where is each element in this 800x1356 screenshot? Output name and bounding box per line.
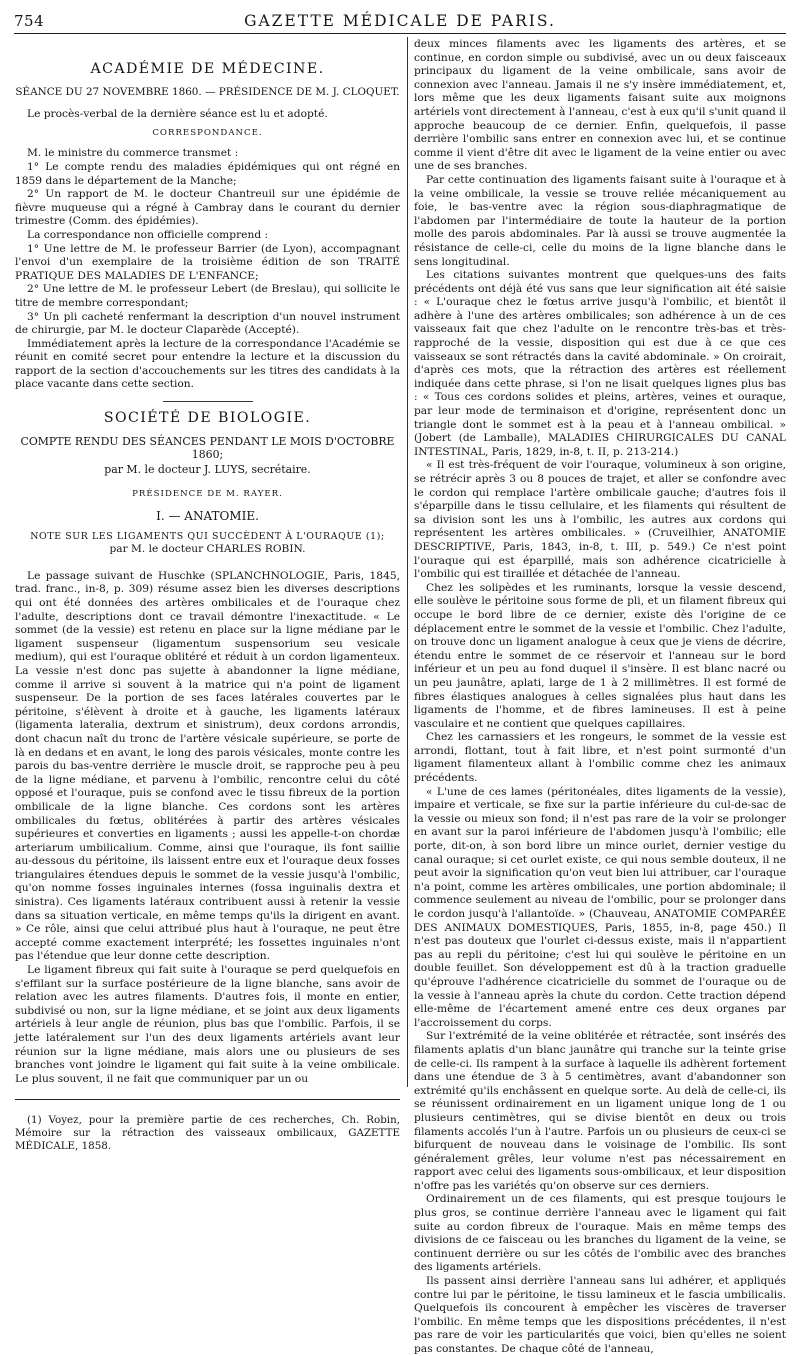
paragraph: Chez les solipèdes et les ruminants, lorsque la vessie descend, elle soulève le péritoine sous forme de pli, et un filament fibreux qui occupe le bord libre de ce dernier, existe dès l'origine de ce déplacement entre le sommet de la vessie et l'ombilic. Chez l'adulte, on trouve donc un ligament analogue à ceux que je viens de décrire, étendu entre le sommet de ce réservoir et l'anneau sur le bord inférieur et un peu au fond duquel il s'insère. Il est blanc nacré ou un peu jaunâtre, aplati, large de 1 à 2 millimètres. Il est formé de fibres élastiques analogues à celles signalées plus haut dans les ligaments de l'homme, et de fibres lamineuses. Il est à peine vasculaire et ne contient que quelques capillaires.: [414, 580, 786, 730]
session-line: SÉANCE DU 27 NOVEMBRE 1860. — PRÉSIDENCE DE M. J. CLOQUET.: [15, 85, 400, 98]
compte-rendu-line: COMPTE RENDU DES SÉANCES PENDANT LE MOIS D'OCTOBRE 1860;: [20, 434, 395, 462]
paragraph: Immédiatement après la lecture de la correspondance l'Académie se réunit en comité secret pour entendre la lecture et la discussion du rapport de la section d'accouchements sur les titres des candidats à la place vacante dans cette section.: [15, 336, 400, 391]
paragraph: 1° Le compte rendu des maladies épidémiques qui ont régné en 1859 dans le département de la Manche;: [15, 159, 400, 187]
header-rule: [14, 33, 786, 34]
note-author: par M. le docteur CHARLES ROBIN.: [109, 543, 306, 556]
presidence-line: PRÉSIDENCE DE M. RAYER.: [132, 489, 283, 500]
paragraph: La correspondance non officielle comprend :: [27, 227, 269, 241]
society-title: SOCIÉTÉ DE BIOLOGIE.: [103, 410, 312, 427]
paragraph: Sur l'extrémité de la veine oblitérée et rétractée, sont insérés des filaments aplatis d'un blanc jaunâtre qui tranche sur la teinte grise de celle-ci. Ils rampent à la surface à laquelle ils adhèrent fortement dans une étendue de 3 à 5 centimètres, avant d'abandonner son extrémité qu'ils enchâssent en quelque sorte. Au delà de celle-ci, ils se réunissent ordinairement en un ligament unique long de 1 ou plusieurs centimètres, qui se divise bientôt en deux ou trois filaments accolés l'un à l'autre. Parfois un ou plusieurs de ceux-ci se bifurquent de nouveau dans le voisinage de l'ombilic. Ils sont généralement grêles, leur volume n'est pas nécessairement en rapport avec celui des ligaments sous-ombilicaux, et leur disposition n'offre pas les variétés qu'on observe sur ces derniers.: [414, 1029, 786, 1192]
paragraph: Ils passent ainsi derrière l'anneau sans lui adhérer, et appliqués contre lui par le péritoine, le tissu lamineux et le fascia umbilicalis. Quelquefois ils concourent à empêcher les viscères de traverser l'ombilic. En même temps que les dispositions précédentes, il n'est pas rare de voir les particularités que voici, bien qu'elles ne soient pas constantes. De chaque côté de l'anneau,: [414, 1274, 786, 1355]
paragraph: Les citations suivantes montrent que quelques-uns des faits précédents ont déjà été vus sans que leur signification ait été saisie : « L'ouraque chez le fœtus arrive jusqu'à l'ombilic, et bientôt il adhère à l'une des artères ombilicales; son adhérence à un de ces vaisseaux fait que chez l'adulte on le rencontre très-bas et très-rapproché de la vessie, disposition qui est due à ce que ces vaisseaux se sont rétractés dans la cavité abdominale. » On croirait, d'après ces mots, que la rétraction des artères est réellement indiquée dans cette phrase, si l'on ne lisait quelques lignes plus bas : « Tous ces cordons solides et pleins, artères, veines et ouraque, par leur mode de terminaison et d'origine, représentent donc un triangle dont le sommet est à la peau et à l'anneau ombilical. » (Jobert (de Lamballe), MALADIES CHIRURGICALES DU CANAL INTESTINAL, Paris, 1829, in-8, t. II, p. 213-214.): [414, 268, 786, 458]
footnote: [15, 1114, 400, 1153]
paragraph: 3° Un pli cacheté renfermant la description d'un nouvel instrument de chirurgie, par M. le docteur Claparède (Accepté).: [15, 309, 400, 337]
paragraph: Ordinairement un de ces filaments, qui est presque toujours le plus gros, se continue derrière l'anneau avec le ligament qui fait suite au cordon fibreux de l'ouraque. Mais en même temps des divisions de ce faisceau ou les branches du ligament de la veine, se continuent derrière ou sur les côtés de l'ombilic avec des branches des ligaments artériels.: [414, 1192, 786, 1274]
paragraph: 2° Une lettre de M. le professeur Lebert (de Breslau), qui sollicite le titre de membre correspondant;: [15, 282, 400, 309]
secretary-line: par M. le docteur J. LUYS, secrétaire.: [104, 462, 311, 476]
page-header: [14, 12, 786, 32]
paragraph: deux minces filaments avec les ligaments des artères, et se continue, en cordon simple ou subdivisé, avec un ou deux faisceaux principaux du ligament de la veine ombilicale, sans avoir de connexion avec l'anneau. Jamais il ne s'y insère immédiatement, et, lors même que les deux ligaments faisant suite aux moignons artériels vont directement à l'anneau, c'est à eux qu'il s'unit quand il approche beaucoup de ce dernier. Enfin, quelquefois, il passe derrière l'ombilic sans entrer en connexion avec lui, et se continue comme il vient d'être dit avec le ligament de la veine entier ou avec une de ses branches.: [414, 37, 786, 173]
academy-title: ACADÉMIE DE MÉDECINE.: [90, 61, 325, 77]
paragraph: 1° Une lettre de M. le professeur Barrier (de Lyon), accompagnant l'envoi d'un exemplaire de la troisième édition de son TRAITÉ PRATIQUE DES MALADIES DE L'ENFANCE;: [15, 241, 400, 282]
left-column: [15, 37, 400, 1153]
paragraph: Chez les carnassiers et les rongeurs, le sommet de la vessie est arrondi, flottant, tout à fait libre, et n'est point surmonté d'un ligament filamenteux allant à l'ombilic comme chez les animaux précédents.: [414, 730, 786, 785]
footnote-text: (1) Voyez, pour la première partie de ces recherches, Ch. Robin, Mémoire sur la rétraction des vaisseaux ombilicaux, GAZETTE MÉDICALE, 1858.: [15, 1114, 400, 1153]
column-divider: [407, 37, 408, 1087]
paragraph: M. le ministre du commerce transmet :: [27, 146, 239, 160]
paragraph: 2° Un rapport de M. le docteur Chantreuil sur une épidémie de fièvre muqueuse qui a régné à Cambray dans le courant du dernier trimestre (Comm. des épidémies).: [15, 187, 400, 228]
paragraph: « L'une de ces lames (péritonéales, dites ligaments de la vessie), impaire et verticale, se fixe sur la partie inférieure du cul-de-sac de la vessie ou mieux son fond; il n'est pas rare de la voir se prolonger en avant sur la paroi inférieure de l'abdomen jusqu'à l'ombilic; elle porte, dit-on, à son bord libre un mince ourlet, dernier vestige du canal ouraque; si cet ourlet existe, ce qui nous semble douteux, il ne peut avoir la signification qu'on veut bien lui attribuer, car l'ouraque n'a point, comme les artères ombilicales, une portion abdominale; il commence seulement au niveau de l'ombilic, pour se prolonger dans le cordon jusqu'à l'allantoïde. » (Chauveau, ANATOMIE COMPARÉE DES ANIMAUX DOMESTIQUES, Paris, 1855, in-8, page 450.) Il n'est pas douteux que l'ourlet ci-dessus existe, mais il n'appartient pas au repli du péritoine; c'est lui qui soulève le péritoine en un double feuillet. Son développement est dû à la traction graduelle qu'éprouve l'adhérence cicatricielle du sommet de l'ouraque ou de la vessie à l'anneau après la chute du cordon. Cette traction dépend elle-même de l'écartement amené entre ces deux organes par l'accroissement du corps.: [414, 784, 786, 1029]
section-heading: I. — ANATOMIE.: [156, 509, 259, 524]
paragraph: Le passage suivant de Huschke (SPLANCHNOLOGIE, Paris, 1845, trad. franc., in-8, p. 309) résume assez bien les diverses descriptions qui ont été données des artères ombilicales et de l'ouraque chez l'adulte, descriptions dont ce travail démontre l'inexactitude. « Le sommet (de la vessie) est retenu en place sur la ligne médiane par le ligament suspenseur (ligamentum suspensorium seu vesicale medium), qui est l'ouraque oblitéré et réduit à un cordon ligamenteux. La vessie n'est donc pas sujette à abandonner la ligne médiane, comme il arrive si souvent à la matrice qui n'a point de ligament suspenseur. De la portion de ses faces latérales couvertes par le péritoine, s'élèvent à droite et à gauche, les ligaments latéraux (ligamenta lateralia, dextrum et sinistrum), deux cordons arrondis, dont chacun naît du tronc de l'artère vésicale supérieure, se porte de là en dedans et en avant, le long des parois vésicales, monte contre les parois du bas-ventre derrière le muscle droit, se rapproche peu à peu de la ligne médiane, et parvenu à l'ombilic, rencontre celui du côté opposé et l'ouraque, puis se confond avec le tissu fibreux de la portion ombilicale de la ligne blanche. Ces cordons sont les artères ombilicales du fœtus, oblitérées à partir des artères vésicales supérieures et converties en ligaments ; aussi les appelle-t-on chordæ arteriarum umbilicalium. Comme, ainsi que l'ouraque, ils font saillie au-dessous du péritoine, ils laissent entre eux et l'ouraque deux fosses triangulaires étendues depuis le sommet de la vessie jusqu'à l'ombilic, qu'on nomme fosses inguinales internes (fossa inguinalis dextra et sinistra). Ces ligaments latéraux contribuent aussi à retenir la vessie dans sa situation verticale, en même temps qu'ils la dirigent en avant. » Ce rôle, ainsi que celui attribué plus haut à l'ouraque, ne peut être accepté comme exactement interprété; les fossettes inguinales n'ont pas l'étendue que leur donne cette description.: [15, 568, 400, 963]
right-column: [414, 37, 786, 1355]
paragraph: Par cette continuation des ligaments faisant suite à l'ouraque et à la veine ombilicale, la vessie se trouve reliée mécaniquement au foie, le bas-ventre avec la région sous-diaphragmatique de l'abdomen par l'intermédiaire de toute la hauteur de la portion molle des parois abdominales. Par là aussi se trouve augmentée la résistance de celle-ci, celle du moins de la ligne blanche dans le sens longitudinal.: [414, 172, 786, 268]
paragraph: « Il est très-fréquent de voir l'ouraque, volumineux à son origine, se rétrécir après 3 ou 8 pouces de trajet, et aller se confondre avec le cordon qui remplace l'artère ombilicale gauche; d'autres fois il s'éparpille dans le tissu cellulaire, et les filaments qui résultent de sa division sont les uns à l'ombilic, les autres aux cordons qui représentent les artères ombilicales. » (Cruveilhier, ANATOMIE DESCRIPTIVE, Paris, 1843, in-8, t. III, p. 549.) Ce n'est point l'ouraque qui est éparpillé, mais son adhérence cicatricielle à l'ombilic qui est tiraillée et détachée de l'anneau.: [414, 458, 786, 581]
note-title: NOTE SUR LES LIGAMENTS QUI SUCCÈDENT À L'OURAQUE (1);: [30, 530, 385, 542]
page-number: 754: [14, 12, 45, 30]
section-divider: [163, 401, 253, 402]
footnote-rule: [15, 1099, 400, 1100]
paragraph: Le procès-verbal de la dernière séance est lu et adopté.: [27, 107, 328, 121]
running-title: GAZETTE MÉDICALE DE PARIS.: [244, 12, 556, 30]
paragraph: Le ligament fibreux qui fait suite à l'ouraque se perd quelquefois en s'effilant sur la surface postérieure de la ligne blanche, sans avoir de relation avec les autres filaments. D'autres fois, il monte en entier, subdivisé ou non, sur la ligne médiane, et se joint aux deux ligaments artériels à leur angle de réunion, plus bas que l'ombilic. Parfois, il se jette latéralement sur l'un des deux ligaments artériels avant leur réunion sur la ligne médiane, mais alors une ou plusieurs de ses branches vont joindre le ligament qui fait suite à la veine ombilicale. Le plus souvent, il ne fait que communiquer par un ou: [15, 963, 400, 1085]
correspondance-heading: CORRESPONDANCE.: [152, 127, 263, 138]
